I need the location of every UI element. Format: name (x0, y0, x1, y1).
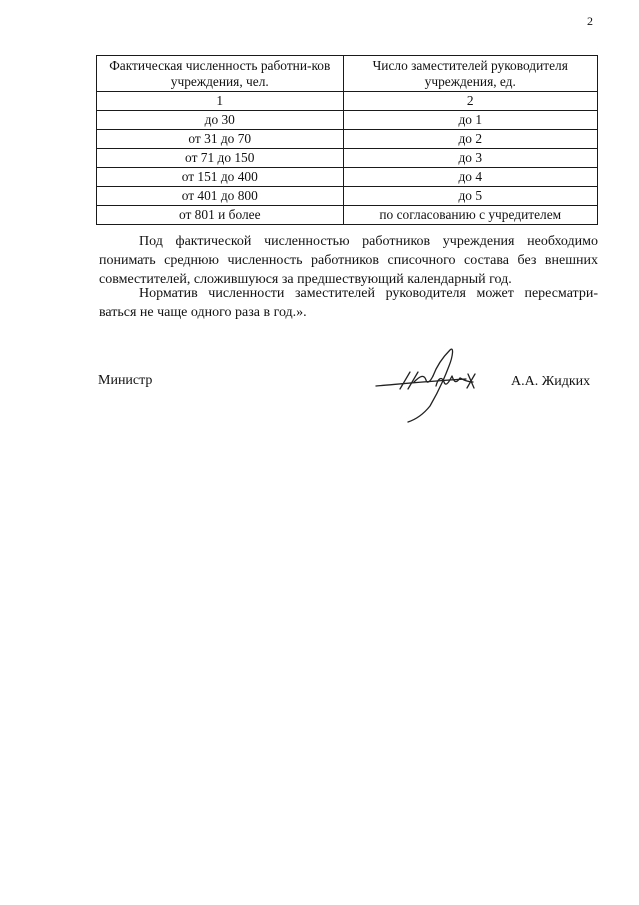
signer-title: Министр (98, 373, 153, 388)
signer-name: А.А. Жидких (511, 374, 591, 389)
table-row (97, 149, 598, 168)
revision-paragraph-text: Норматив численности заместителей руководителя может пересматри-ваться не чаще одного раза в год.». (99, 286, 598, 320)
table-header-row (97, 56, 598, 92)
table-row (97, 130, 598, 149)
deputy-norm-table (96, 55, 598, 225)
deputy-count-cell: до 4 (343, 168, 597, 187)
definition-paragraph-text: Под фактической численностью работников учреждения необходимо понимать среднюю численность работников списочного состава без внешних совместителей, сложившуюся за предшествующий календарный год. (99, 234, 598, 287)
column-number-cell: 2 (343, 92, 597, 111)
page-number: 2 (587, 14, 593, 28)
handwritten-signature (370, 342, 505, 432)
revision-paragraph (99, 284, 598, 322)
deputy-count-cell: по согласованию с учредителем (343, 206, 597, 225)
staff-count-cell: от 801 и более (97, 206, 344, 225)
table-header-cell: Число заместителей руководителя учреждения, ед. (343, 56, 597, 92)
column-number-cell: 1 (97, 92, 344, 111)
table-row (97, 206, 598, 225)
staff-count-cell: от 71 до 150 (97, 149, 344, 168)
staff-count-cell: от 31 до 70 (97, 130, 344, 149)
staff-count-cell: от 401 до 800 (97, 187, 344, 206)
staff-count-cell: до 30 (97, 111, 344, 130)
staff-count-cell: от 151 до 400 (97, 168, 344, 187)
deputy-count-cell: до 1 (343, 111, 597, 130)
table-row (97, 111, 598, 130)
table-row (97, 168, 598, 187)
deputy-count-cell: до 5 (343, 187, 597, 206)
table-row (97, 187, 598, 206)
table-column-number-row (97, 92, 598, 111)
deputy-count-cell: до 2 (343, 130, 597, 149)
deputy-count-cell: до 3 (343, 149, 597, 168)
definition-paragraph (99, 232, 598, 289)
table-header-cell: Фактическая численность работни-ков учреждения, чел. (97, 56, 344, 92)
